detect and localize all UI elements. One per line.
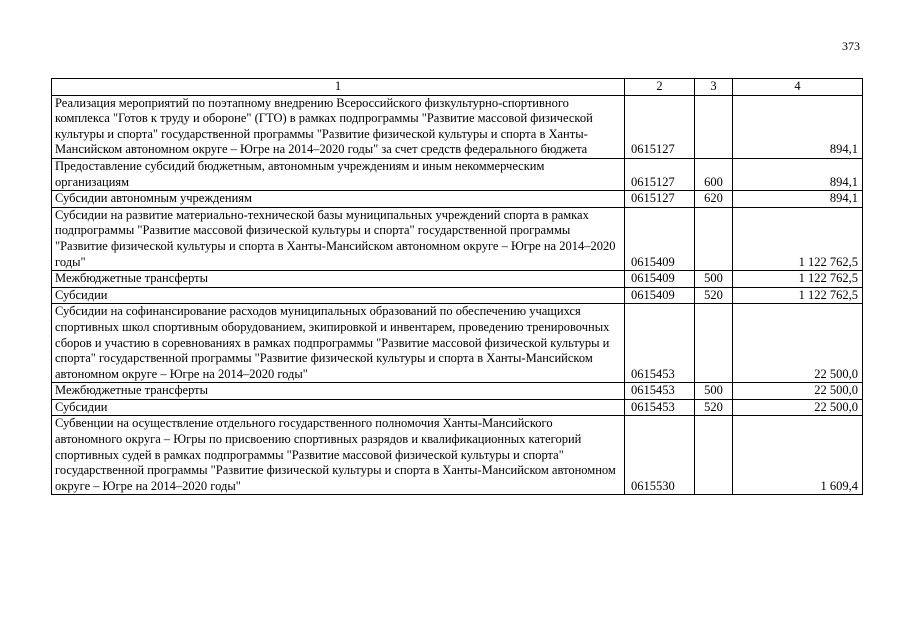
table-row bbox=[52, 399, 863, 416]
expense-name-cell: Субсидии на развитие материально-технической базы муниципальных учреждений спорта в рамках подпрограммы "Развитие массовой физической культуры и спорта" государственной программы "Развитие физической культуры и спорта в Ханты-Мансийском автономном округе – Югре на 2014–2020 годы" bbox=[52, 207, 625, 270]
column-header-4: 4 bbox=[733, 79, 863, 96]
expense-name-cell: Субвенции на осуществление отдельного государственного полномочия Ханты-Мансийского автономного округа – Югры по присвоению спортивных разрядов и квалификационных категорий спортивных судей в рамках подпрограммы "Развитие массовой физической культуры и спорта" государственной программы "Развитие физической культуры и спорта в Ханты-Мансийском автономном округе – Югре на 2014–2020 годы" bbox=[52, 416, 625, 495]
expense-type-cell bbox=[695, 207, 733, 270]
table-header bbox=[52, 79, 863, 96]
expense-name-cell: Межбюджетные трансферты bbox=[52, 271, 625, 288]
target-code-cell: 0615530 bbox=[625, 416, 695, 495]
expense-name-cell: Реализация мероприятий по поэтапному внедрению Всероссийского физкультурно-спортивного комплекса "Готов к труду и обороне" (ГТО) в рамках подпрограммы "Развитие массовой физической культуры и спорта" государственной программы "Развитие физической культуры и спорта в Ханты-Мансийском автономном округе – Югре на 2014–2020 годы" за счет средств федерального бюджета bbox=[52, 95, 625, 158]
expense-type-cell bbox=[695, 416, 733, 495]
expense-type-cell: 520 bbox=[695, 399, 733, 416]
table-row bbox=[52, 158, 863, 190]
expense-name-cell: Субсидии автономным учреждениям bbox=[52, 191, 625, 208]
expense-type-cell: 600 bbox=[695, 158, 733, 190]
expense-name-cell: Субсидии bbox=[52, 287, 625, 304]
expense-type-cell bbox=[695, 304, 733, 383]
amount-cell: 894,1 bbox=[733, 95, 863, 158]
table-row bbox=[52, 383, 863, 400]
expense-name-cell: Субсидии bbox=[52, 399, 625, 416]
table-row bbox=[52, 95, 863, 158]
amount-cell: 22 500,0 bbox=[733, 383, 863, 400]
target-code-cell: 0615409 bbox=[625, 271, 695, 288]
expense-type-cell: 500 bbox=[695, 271, 733, 288]
table-row bbox=[52, 271, 863, 288]
expense-type-cell: 500 bbox=[695, 383, 733, 400]
page-number: 373 bbox=[842, 39, 860, 53]
budget-table bbox=[51, 78, 863, 495]
amount-cell: 1 122 762,5 bbox=[733, 207, 863, 270]
target-code-cell: 0615127 bbox=[625, 191, 695, 208]
table-row bbox=[52, 191, 863, 208]
table-row bbox=[52, 304, 863, 383]
target-code-cell: 0615127 bbox=[625, 95, 695, 158]
target-code-cell: 0615127 bbox=[625, 158, 695, 190]
table-body bbox=[52, 95, 863, 495]
target-code-cell: 0615453 bbox=[625, 304, 695, 383]
column-header-2: 2 bbox=[625, 79, 695, 96]
column-header-1: 1 bbox=[52, 79, 625, 96]
header-row bbox=[52, 79, 863, 96]
target-code-cell: 0615453 bbox=[625, 383, 695, 400]
table-row bbox=[52, 287, 863, 304]
amount-cell: 894,1 bbox=[733, 191, 863, 208]
amount-cell: 1 122 762,5 bbox=[733, 287, 863, 304]
amount-cell: 22 500,0 bbox=[733, 399, 863, 416]
expense-name-cell: Межбюджетные трансферты bbox=[52, 383, 625, 400]
target-code-cell: 0615409 bbox=[625, 287, 695, 304]
table-row bbox=[52, 416, 863, 495]
amount-cell: 22 500,0 bbox=[733, 304, 863, 383]
amount-cell: 1 122 762,5 bbox=[733, 271, 863, 288]
amount-cell: 894,1 bbox=[733, 158, 863, 190]
target-code-cell: 0615453 bbox=[625, 399, 695, 416]
target-code-cell: 0615409 bbox=[625, 207, 695, 270]
amount-cell: 1 609,4 bbox=[733, 416, 863, 495]
expense-type-cell bbox=[695, 95, 733, 158]
expense-type-cell: 620 bbox=[695, 191, 733, 208]
table-row bbox=[52, 207, 863, 270]
expense-name-cell: Предоставление субсидий бюджетным, автономным учреждениям и иным некоммерческим организациям bbox=[52, 158, 625, 190]
column-header-3: 3 bbox=[695, 79, 733, 96]
expense-name-cell: Субсидии на софинансирование расходов муниципальных образований по обеспечению учащихся спортивных школ спортивным оборудованием, экипировкой и инвентарем, проведению тренировочных сборов и участию в соревнованиях в рамках подпрограммы "Развитие массовой физической культуры и спорта" государственной программы "Развитие физической культуры и спорта в Ханты-Мансийском автономном округе – Югре на 2014–2020 годы" bbox=[52, 304, 625, 383]
expense-type-cell: 520 bbox=[695, 287, 733, 304]
